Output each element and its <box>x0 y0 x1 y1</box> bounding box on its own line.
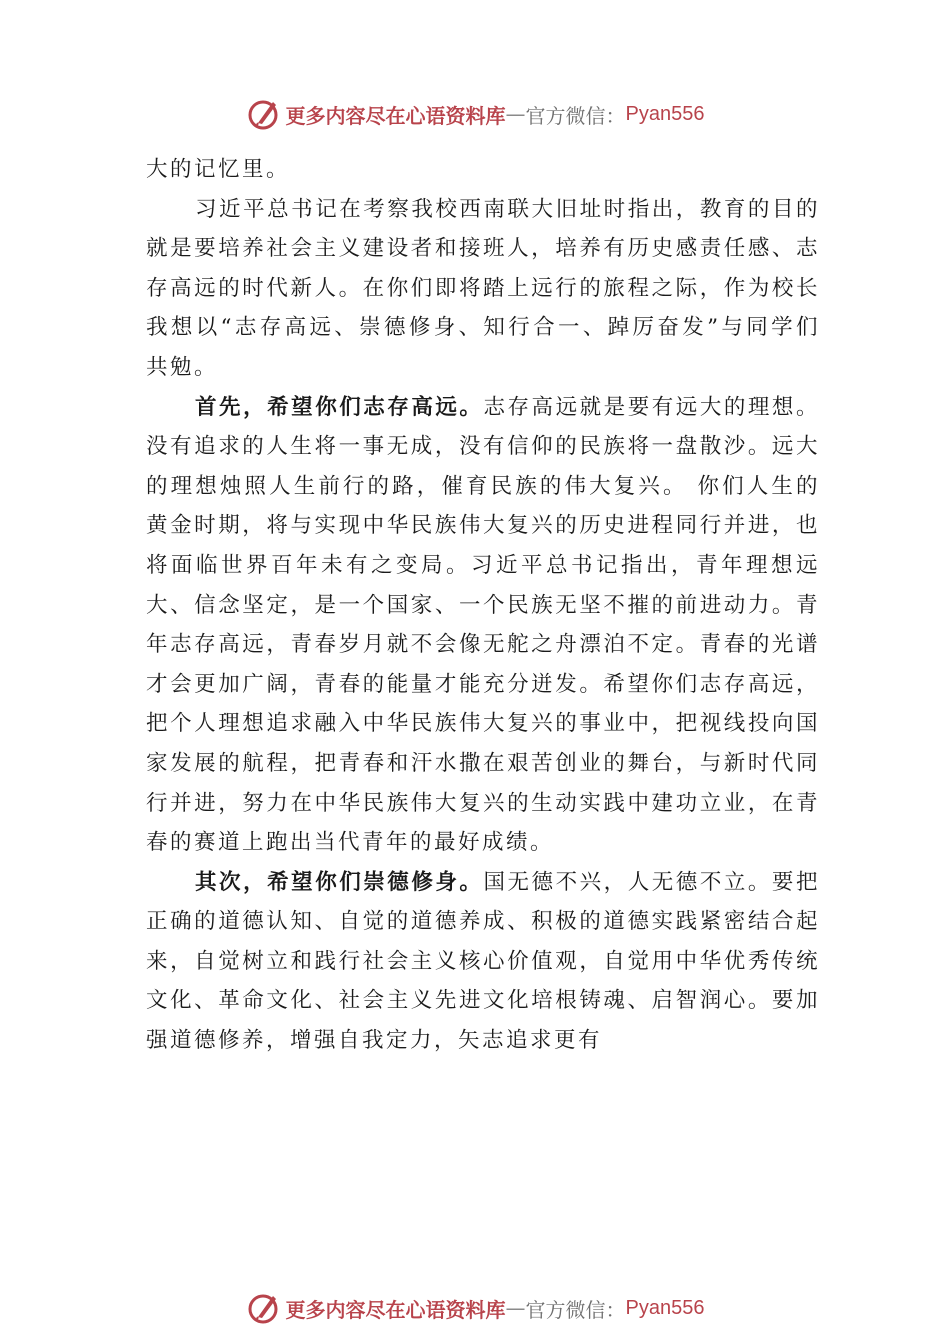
paragraph-text: 国无德不兴，人无德不立。要把正确的道德认知、自觉的道德养成、积极的道德实践紧密结合起来，自觉树立和践行社会主义核心价值观，自觉用中华优秀传统文化、革命文化、社会主义先进文化培根铸魂、启智润心。要加强道德修养，增强自我定力，矢志追求更有 <box>146 869 820 1054</box>
banner-wechat-label: 官方微信： <box>525 103 626 128</box>
banner-wechat-id: Pyan556 <box>625 1296 705 1319</box>
banner-dash: — <box>505 102 526 126</box>
paragraph-heading: 首先，希望你们志存高远。 <box>195 394 484 420</box>
paragraph-heading: 其次，希望你们崇德修身。 <box>195 869 484 895</box>
banner-wechat-label: 官方微信： <box>525 1297 626 1322</box>
document-body <box>146 150 820 1061</box>
banner-dash: — <box>505 1296 526 1320</box>
footer-watermark-banner <box>0 1288 950 1328</box>
paragraph-intro <box>146 190 820 388</box>
paragraph-text: 习近平总书记在考察我校西南联大旧址时指出，教育的目的就是要培养社会主义建设者和接班人，培养有历史感责任感、志存高远的时代新人。在你们即将踏上远行的旅程之际，作为校长我想以“志存高远、崇德修身、知行合一、踔厉奋发”与同学们共勉。 <box>146 196 820 380</box>
quill-pen-logo-icon <box>246 1290 282 1326</box>
banner-brand-text: 更多内容尽在心语资料库 <box>285 1297 506 1322</box>
paragraph-text: 志存高远就是要有远大的理想。没有追求的人生将一事无成，没有信仰的民族将一盘散沙。远大的理想烛照人生前行的路，催育民族的伟大复兴。 你们人生的黄金时期，将与实现中华民族伟大复兴的历史进程同行并进，也将面临世界百年未有之变局。习近平总书记指出，青年理想远大、信念坚定，是一个国家、一个民族无坚不摧的前进动力。青年志存高远，青春岁月就不会像无舵之舟漂泊不定。青春的光谱才会更加广阔，青春的能量才能充分迸发。希望你们志存高远，把个人理想追求融入中华民族伟大复兴的事业中，把视线投向国家发展的航程，把青春和汗水撒在艰苦创业的舞台，与新时代同行并进，努力在中华民族伟大复兴的生动实践中建功立业，在青春的赛道上跑出当代青年的最好成绩。 <box>146 394 820 856</box>
header-watermark-banner <box>0 94 950 134</box>
paragraph-aspiration <box>146 388 820 863</box>
paragraph-text: 大的记忆里。 <box>146 157 291 182</box>
paragraph-virtue <box>146 863 820 1061</box>
quill-pen-logo-icon <box>246 96 282 132</box>
banner-wechat-id: Pyan556 <box>625 102 705 125</box>
banner-brand-text: 更多内容尽在心语资料库 <box>285 103 506 128</box>
paragraph-continuation <box>146 150 820 190</box>
